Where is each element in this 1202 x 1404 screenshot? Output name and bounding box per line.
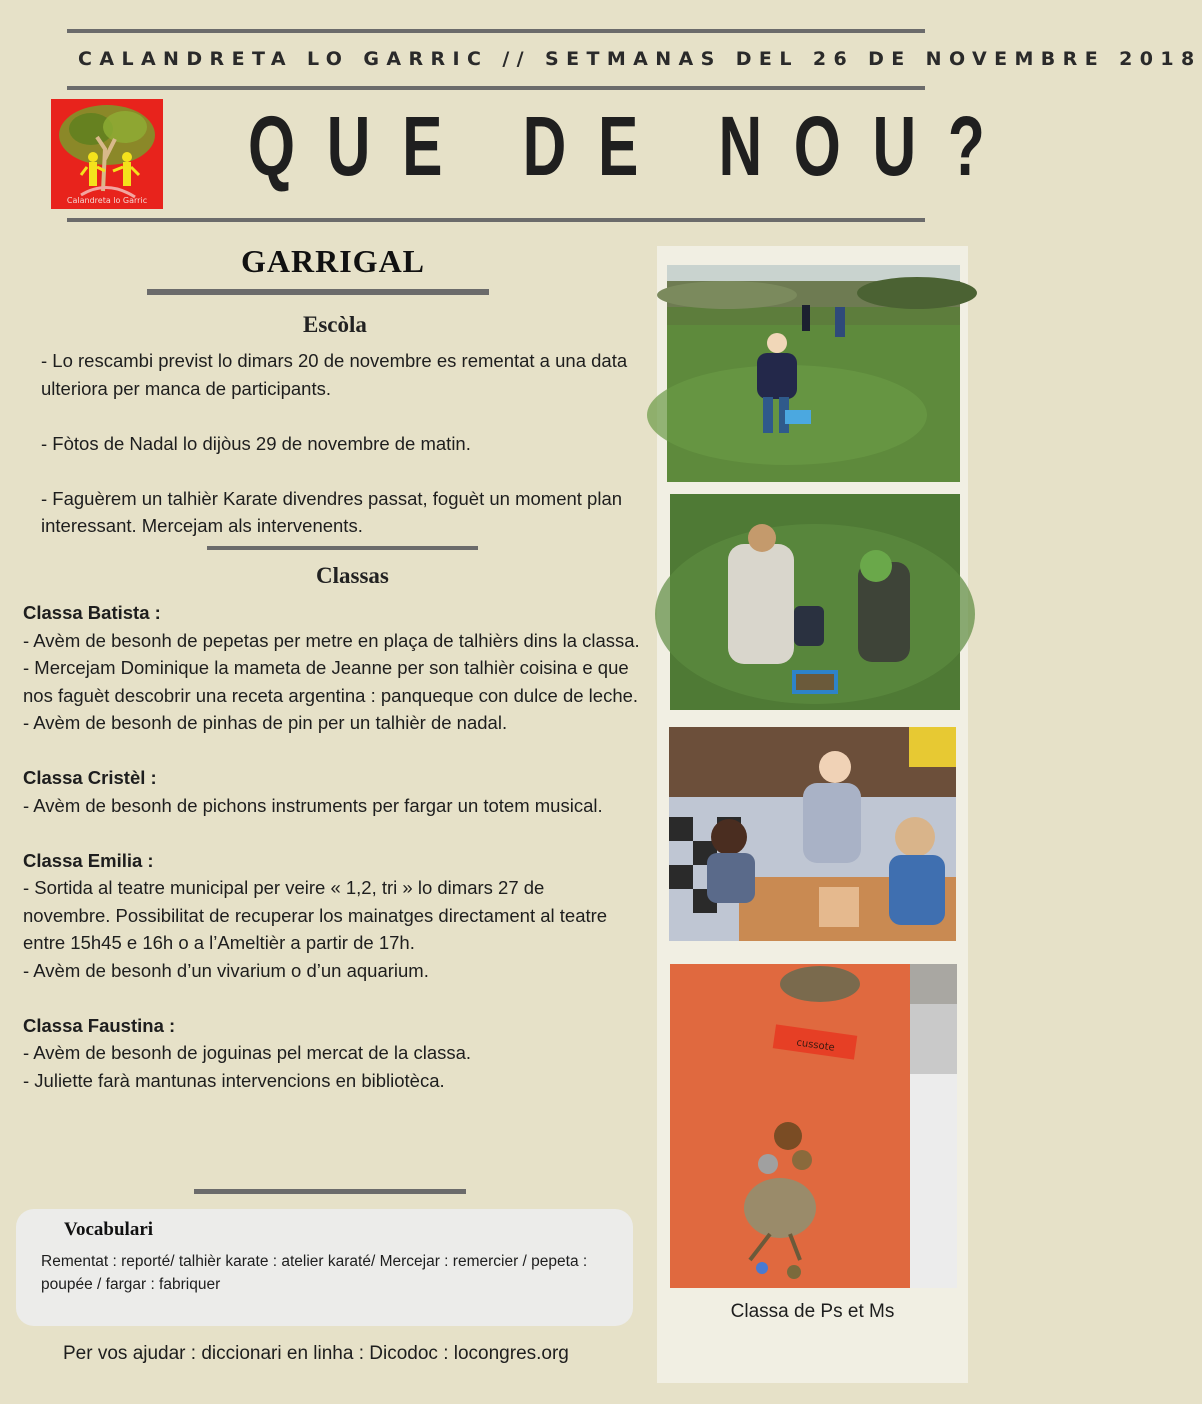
photo-nature-art [670,964,957,1288]
newsletter-header-line: CALANDRETA LO GARRIC // SETMANAS DEL 26 DE NOVEMBRE 2018 [78,48,1202,70]
garrigal-underline [147,289,489,295]
newsletter-title: QUE DE NOU? [248,99,1017,193]
escola-item: - Lo rescambi previst lo dimars 20 de novembre es rementat a una data ulteriora per manca de participants. [41,350,628,399]
garrigal-title: GARRIGAL [241,243,426,279]
header-bottom-rule [67,86,925,90]
class-name: Classa Faustina : [23,1014,176,1036]
class-line: - Avèm de besonh de pinhas de pin per un talhièr de nadal. [23,712,508,733]
photo-children-collecting [670,494,960,710]
class-name: Classa Cristèl : [23,767,157,788]
escola-divider [207,546,478,550]
title-bottom-rule [67,218,925,222]
class-line: - Avèm de besonh d’un vivarium o d’un aquarium. [23,959,429,981]
class-line: - Avèm de besonh de joguinas pel mercat de la classa. [23,1042,472,1063]
footer-help-text: Per vos ajudar : diccionari en linha : Dicodoc : locongres.org [63,1343,569,1364]
tree-logo-icon [51,99,163,209]
class-line: - Avèm de besonh de pichons instruments per fargar un totem musical. [23,794,603,816]
photo-caption: Classa de Ps et Ms [730,1301,895,1322]
vocabulary-title: Vocabulari [64,1219,154,1240]
escola-item: - Fòtos de Nadal lo dijòus 29 de novembre de matin. [41,432,471,454]
photo-classroom-table [669,727,956,941]
art-card-label: cussote [795,1037,836,1054]
class-line: - Juliette farà mantunas intervencions en bibliotèca. [23,1069,445,1091]
header-top-rule [67,29,925,33]
school-logo [51,99,163,209]
class-line: - Mercejam Dominique la mameta de Jeanne per son talhièr coisina e que nos faguèt descobrir una receta argentina : panqueque con dulce de leche. [23,657,639,706]
photo-field-children [667,265,960,482]
class-line: - Sortida al teatre municipal per veire « 1,2, tri » lo dimars 27 de novembre. Possibilitat de recuperar los mainatges directament al teatre entre 15h45 e 16h o a l’Ameltièr a partir de 17h. [23,877,608,953]
class-name: Classa Batista : [23,602,161,623]
class-name: Classa Emilia : [23,849,154,871]
classas-list [23,599,651,1094]
vocabulary-text: Rementat : reporté/ talhièr karate : atelier karaté/ Mercejar : remercier / pepeta : poupée / fargar : fabriquer [41,1253,588,1293]
logo-text: Calandreta lo Garric [66,196,148,205]
escola-list [41,347,641,540]
class-line: - Avèm de besonh de pepetas per metre en plaça de talhièrs dins la classa. [23,629,640,651]
escola-item: - Faguèrem un talhièr Karate divendres passat, foguèt un moment plan interessant. Mercejam als intervenents. [41,487,623,536]
classas-divider [194,1189,466,1194]
escola-title: Escòla [303,312,367,337]
classas-title: Classas [316,563,389,588]
